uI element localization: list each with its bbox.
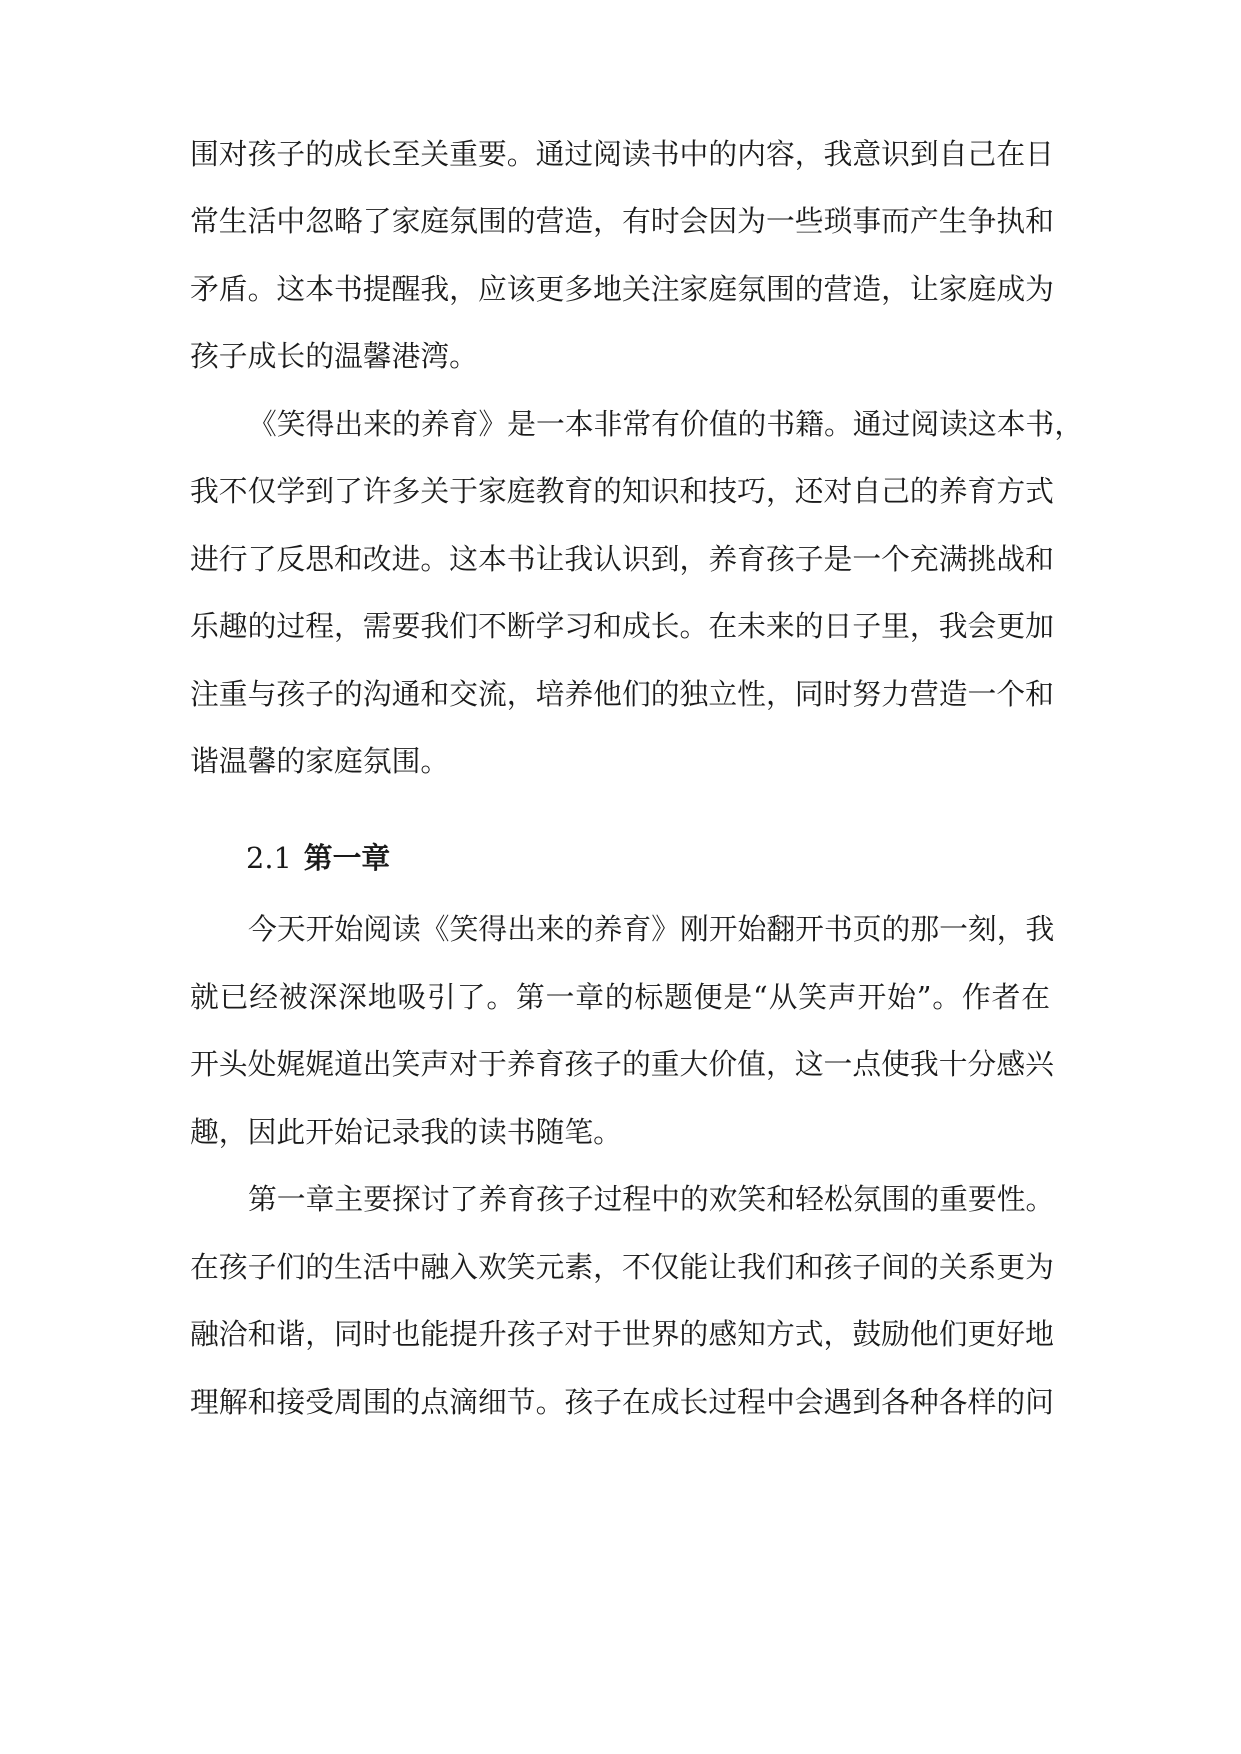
- paragraph-line: 在孩子们的生活中融入欢笑元素，不仅能让我们和孩子间的关系更为: [190, 1250, 1054, 1284]
- paragraph-line: 孩子成长的温馨港湾。: [190, 339, 478, 373]
- paragraph-line: 融洽和谐，同时也能提升孩子对于世界的感知方式，鼓励他们更好地: [190, 1317, 1054, 1351]
- paragraph-line: 乐趣的过程，需要我们不断学习和成长。在未来的日子里，我会更加: [190, 609, 1054, 643]
- paragraph-line: 理解和接受周围的点滴细节。孩子在成长过程中会遇到各种各样的问: [190, 1385, 1054, 1419]
- paragraph-line: 注重与孩子的沟通和交流，培养他们的独立性，同时努力营造一个和: [190, 677, 1054, 711]
- section-heading: [246, 833, 390, 883]
- paragraph-line: 常生活中忽略了家庭氛围的营造，有时会因为一些琐事而产生争执和: [190, 204, 1054, 238]
- paragraph-line: 《笑得出来的养育》是一本非常有价值的书籍。通过阅读这本书，: [248, 407, 1084, 441]
- paragraph-line: 就已经被深深地吸引了。第一章的标题便是“从笑声开始”。作者在: [190, 980, 1050, 1014]
- paragraph-line: 进行了反思和改进。这本书让我认识到，养育孩子是一个充满挑战和: [190, 542, 1054, 576]
- paragraph-line: 谐温馨的家庭氛围。: [190, 744, 450, 778]
- paragraph-line: 我不仅学到了许多关于家庭教育的知识和技巧，还对自己的养育方式: [190, 474, 1054, 508]
- paragraph-line: 今天开始阅读《笑得出来的养育》刚开始翻开书页的那一刻，我: [248, 912, 1055, 946]
- paragraph-line: 趣，因此开始记录我的读书随笔。: [190, 1115, 622, 1149]
- paragraph-line: 矛盾。这本书提醒我，应该更多地关注家庭氛围的营造，让家庭成为: [190, 272, 1054, 306]
- section-title: 第一章: [303, 841, 391, 875]
- paragraph-line: 围对孩子的成长至关重要。通过阅读书中的内容，我意识到自己在日: [190, 137, 1054, 171]
- paragraph-line: 开头处娓娓道出笑声对于养育孩子的重大价值，这一点使我十分感兴: [190, 1047, 1054, 1081]
- paragraph-line: 第一章主要探讨了养育孩子过程中的欢笑和轻松氛围的重要性。: [248, 1182, 1055, 1216]
- section-number: 2.1: [246, 841, 292, 875]
